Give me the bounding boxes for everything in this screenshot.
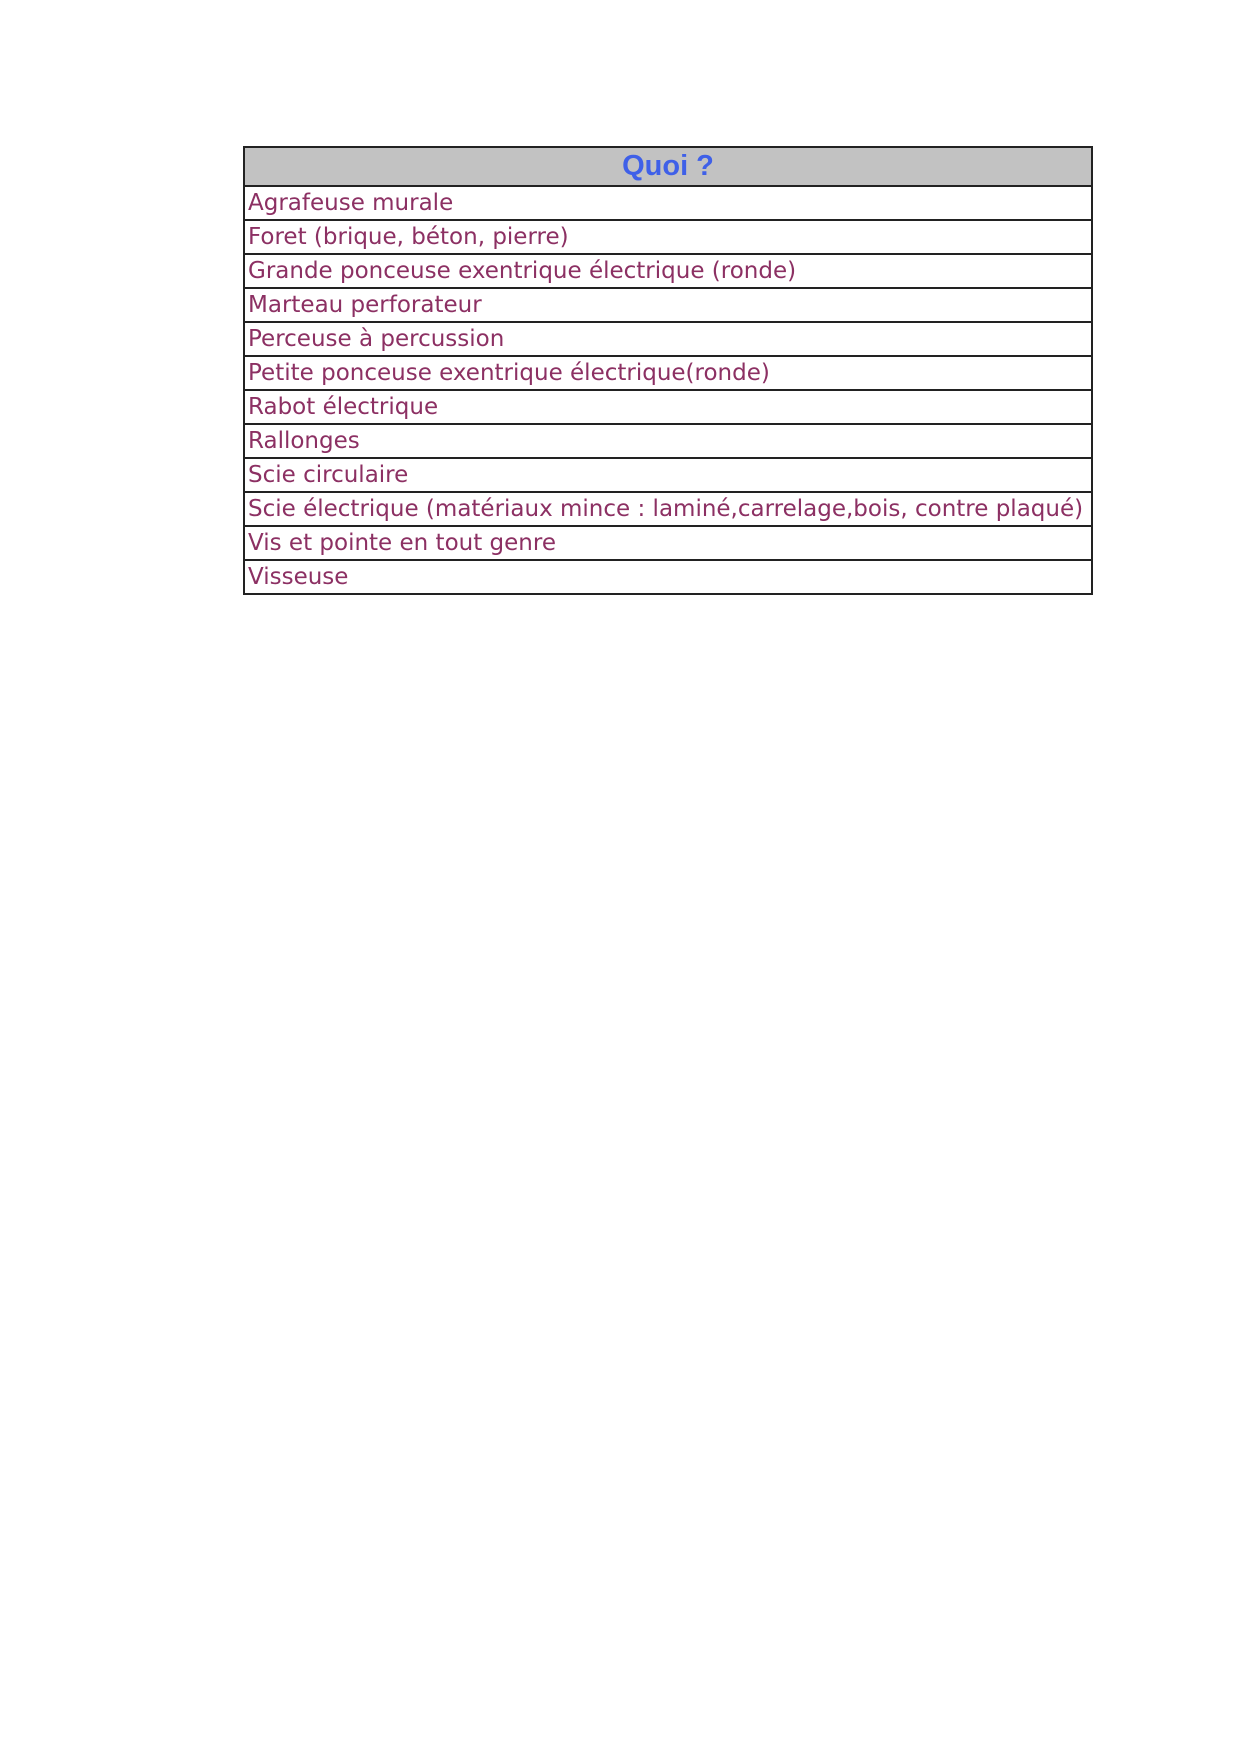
tools-table (243, 146, 1093, 595)
table-row (244, 220, 1092, 254)
table-row (244, 288, 1092, 322)
table-cell: Marteau perforateur (244, 288, 1092, 322)
table-cell: Petite ponceuse exentrique électrique(ronde) (244, 356, 1092, 390)
table-cell: Perceuse à percussion (244, 322, 1092, 356)
table-row (244, 356, 1092, 390)
table-cell: Visseuse (244, 560, 1092, 594)
table-header-quoi: Quoi ? (244, 147, 1092, 186)
table-cell: Agrafeuse murale (244, 186, 1092, 220)
table-cell: Scie circulaire (244, 458, 1092, 492)
table-row (244, 424, 1092, 458)
table-cell: Foret (brique, béton, pierre) (244, 220, 1092, 254)
table-row (244, 526, 1092, 560)
table-row (244, 458, 1092, 492)
table-cell: Vis et pointe en tout genre (244, 526, 1092, 560)
table-cell: Rallonges (244, 424, 1092, 458)
table-row (244, 492, 1092, 526)
table-row (244, 254, 1092, 288)
table-row (244, 390, 1092, 424)
table-row (244, 560, 1092, 594)
table-row (244, 322, 1092, 356)
table-header-row (244, 147, 1092, 186)
table-cell: Grande ponceuse exentrique électrique (ronde) (244, 254, 1092, 288)
table-cell: Scie électrique (matériaux mince : laminé,carrelage,bois, contre plaqué) (244, 492, 1092, 526)
table-cell: Rabot électrique (244, 390, 1092, 424)
table-row (244, 186, 1092, 220)
